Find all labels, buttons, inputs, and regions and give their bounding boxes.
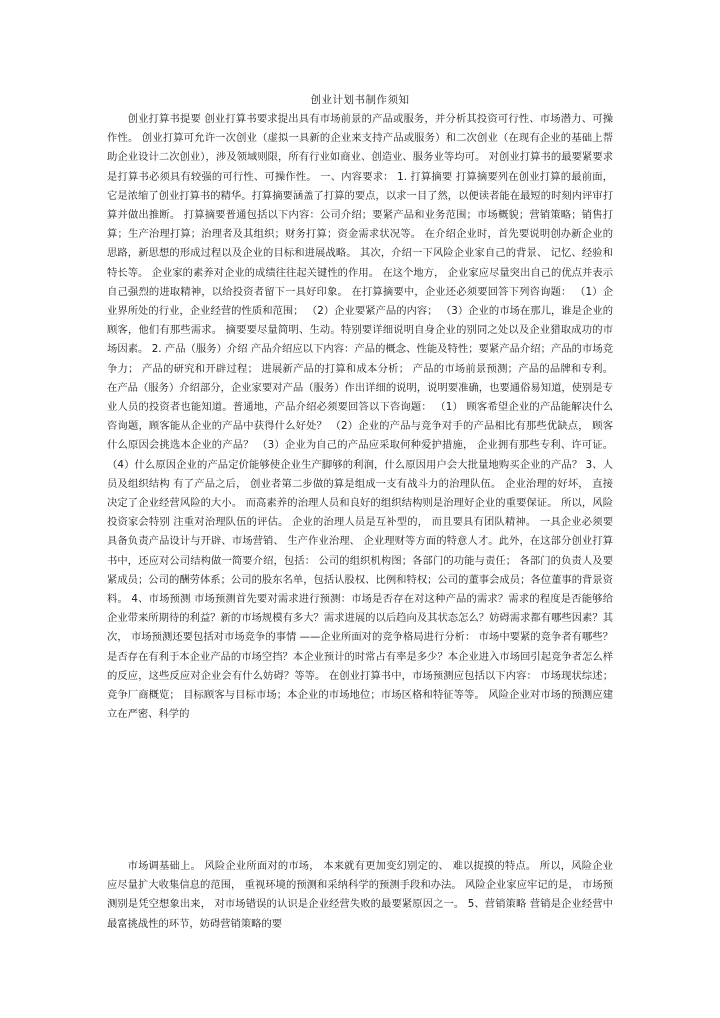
paragraph: 市场调基础上。 风险企业所面对的市场， 本来就有更加变幻别定的、 难以捉摸的特点。 所以，风险企业应尽量扩大收集信息的范围， 重视环境的预测和采纳科学的预测手段和办法。 风险企业家应牢记的是， 市场预测别是凭空想象出来， 对市场错误的认识是企业经营失败的最要紧原因之一。 5、营销策略 营销是企业经营中最富挑战性的环节，妨碍营销策略的要 — [107, 860, 613, 930]
document-title: 创业计划书制作须知 — [310, 94, 410, 106]
body-text-block-2 — [107, 857, 613, 934]
paragraph: 创业打算书提要 创业打算书要求提出具有市场前景的产品或服务，并分析其投资可行性、市场潜力、可操作性。 创业打算可允许一次创业（虚拟一具新的企业来支持产品或服务）和二次创业（在现有企业的基础上帮助企业设计二次创业），涉及领域则限，所有行业如商业、创造业、服务业等均可。 对创业打算书的最要紧要求是打算书必须具有较强的可行性、可操作性。 一、内容要求： 1. 打算摘要 打算摘要列在创业打算的最前面，它是浓缩了创业打算书的精华。打算摘要涵盖了打算的要点，以求一目了然，以便读者能在最短的时刻内评审打算并做出推断。 打算摘要普通包括以下内容：公司介绍；要紧产品和业务范围；市场概貌；营销策略；销售打算；生产治理打算；治理者及其组织；财务打算；资金需求状况等。 在介绍企业时，首先要说明创办新企业的思路，新思想的形成过程以及企业的目标和进展战略。 其次，介绍一下风险企业家自己的背景、 记忆、经验和特长等。 企业家的素养对企业的成绩往往起关键性的作用。 在这个地方， 企业家应尽量突出自己的优点并表示自己强烈的进取精神，以给投资者留下一具好印象。 在打算摘要中，企业还必须要回答下列咨询题： （1）企业界所处的行业，企业经营的性质和范围； （2）企业要紧产品的内容； （3）企业的市场在那儿，谁是企业的顾客，他们有那些需求。 摘要要尽量简明、生动。特别要详细说明自身企业的别同之处以及企业猎取成功的市场因素。 2. 产品（服务）介绍 产品介绍应以下内容：产品的概念、性能及特性；要紧产品介绍；产品的市场竞争力； 产品的研究和开辟过程； 进展新产品的打算和成本分析； 产品的市场前景预测；产品的品牌和专利。 在产品（服务）介绍部分，企业家要对产品（服务）作出详细的说明，说明要准确，也要通俗易知道，使别是专业人员的投资者也能知道。普通地，产品介绍必须要回答以下咨询题： （1） 顾客希望企业的产品能解决什么咨询题，顾客能从企业的产品中获得什么好处？ （2）企业的产品与竞争对手的产品相比有那些优缺点， 顾客什么原因会挑选本企业的产品？ （3）企业为自己的产品应采取何种爱护措施， 企业拥有那些专利、许可证。 （4）什么原因企业的产品定价能够使企业生产脚够的利润，什么原因用户会大批量地购买企业的产品？ 3、人员及组织结构 有了产品之后， 创业者第二步做的算是组成一支有战斗力的治理队伍。 企业治理的好坏， 直接决定了企业经营风险的大小。 而高素养的治理人员和良好的组织结构则是治理好企业的重要保证。 所以，风险投资家会特别 注重对治理队伍的评估。 企业的治理人员是互补型的， 而且要具有团队精神。 一具企业必须要具备负责产品设计与开辟、市场营销、 生产作业治理、 企业理财等方面的特意人才。此外，在这部分创业打算书中，还应对公司结构做一简要介绍，包括： 公司的组织机构图；各部门的功能与责任； 各部门的负责人及要紧成员；公司的酬劳体系；公司的股东名单，包括认股权、比例和特权；公司的董事会成员；各位董事的背景资料。 4、市场预测 市场预测首先要对需求进行预测：市场是否存在对这种产品的需求？需求的程度是否能够给企业带来所期待的利益？新的市场规模有多大？需求进展的以后趋向及其状态怎么？妨碍需求都有哪些因素？其次， 市场预测还要包括对市场竞争的事情 ——企业所面对的竞争格局进行分析： 市场中要紧的竞争者有哪些？是否存在有利于本企业产品的市场空挡？本企业预计的时常占有率是多少？本企业进入市场回引起竞争者怎么样的反应，这些反应对企业会有什么妨碍？等等。 在创业打算书中，市场预测应包括以下内容： 市场现状综述； 竞争厂商概览； 目标顾客与目标市场；本企业的市场地位；市场区格和特征等等。 风险企业对市场的预测应建立在严密、科学的 — [107, 113, 613, 721]
body-text-block-1 — [107, 110, 613, 725]
